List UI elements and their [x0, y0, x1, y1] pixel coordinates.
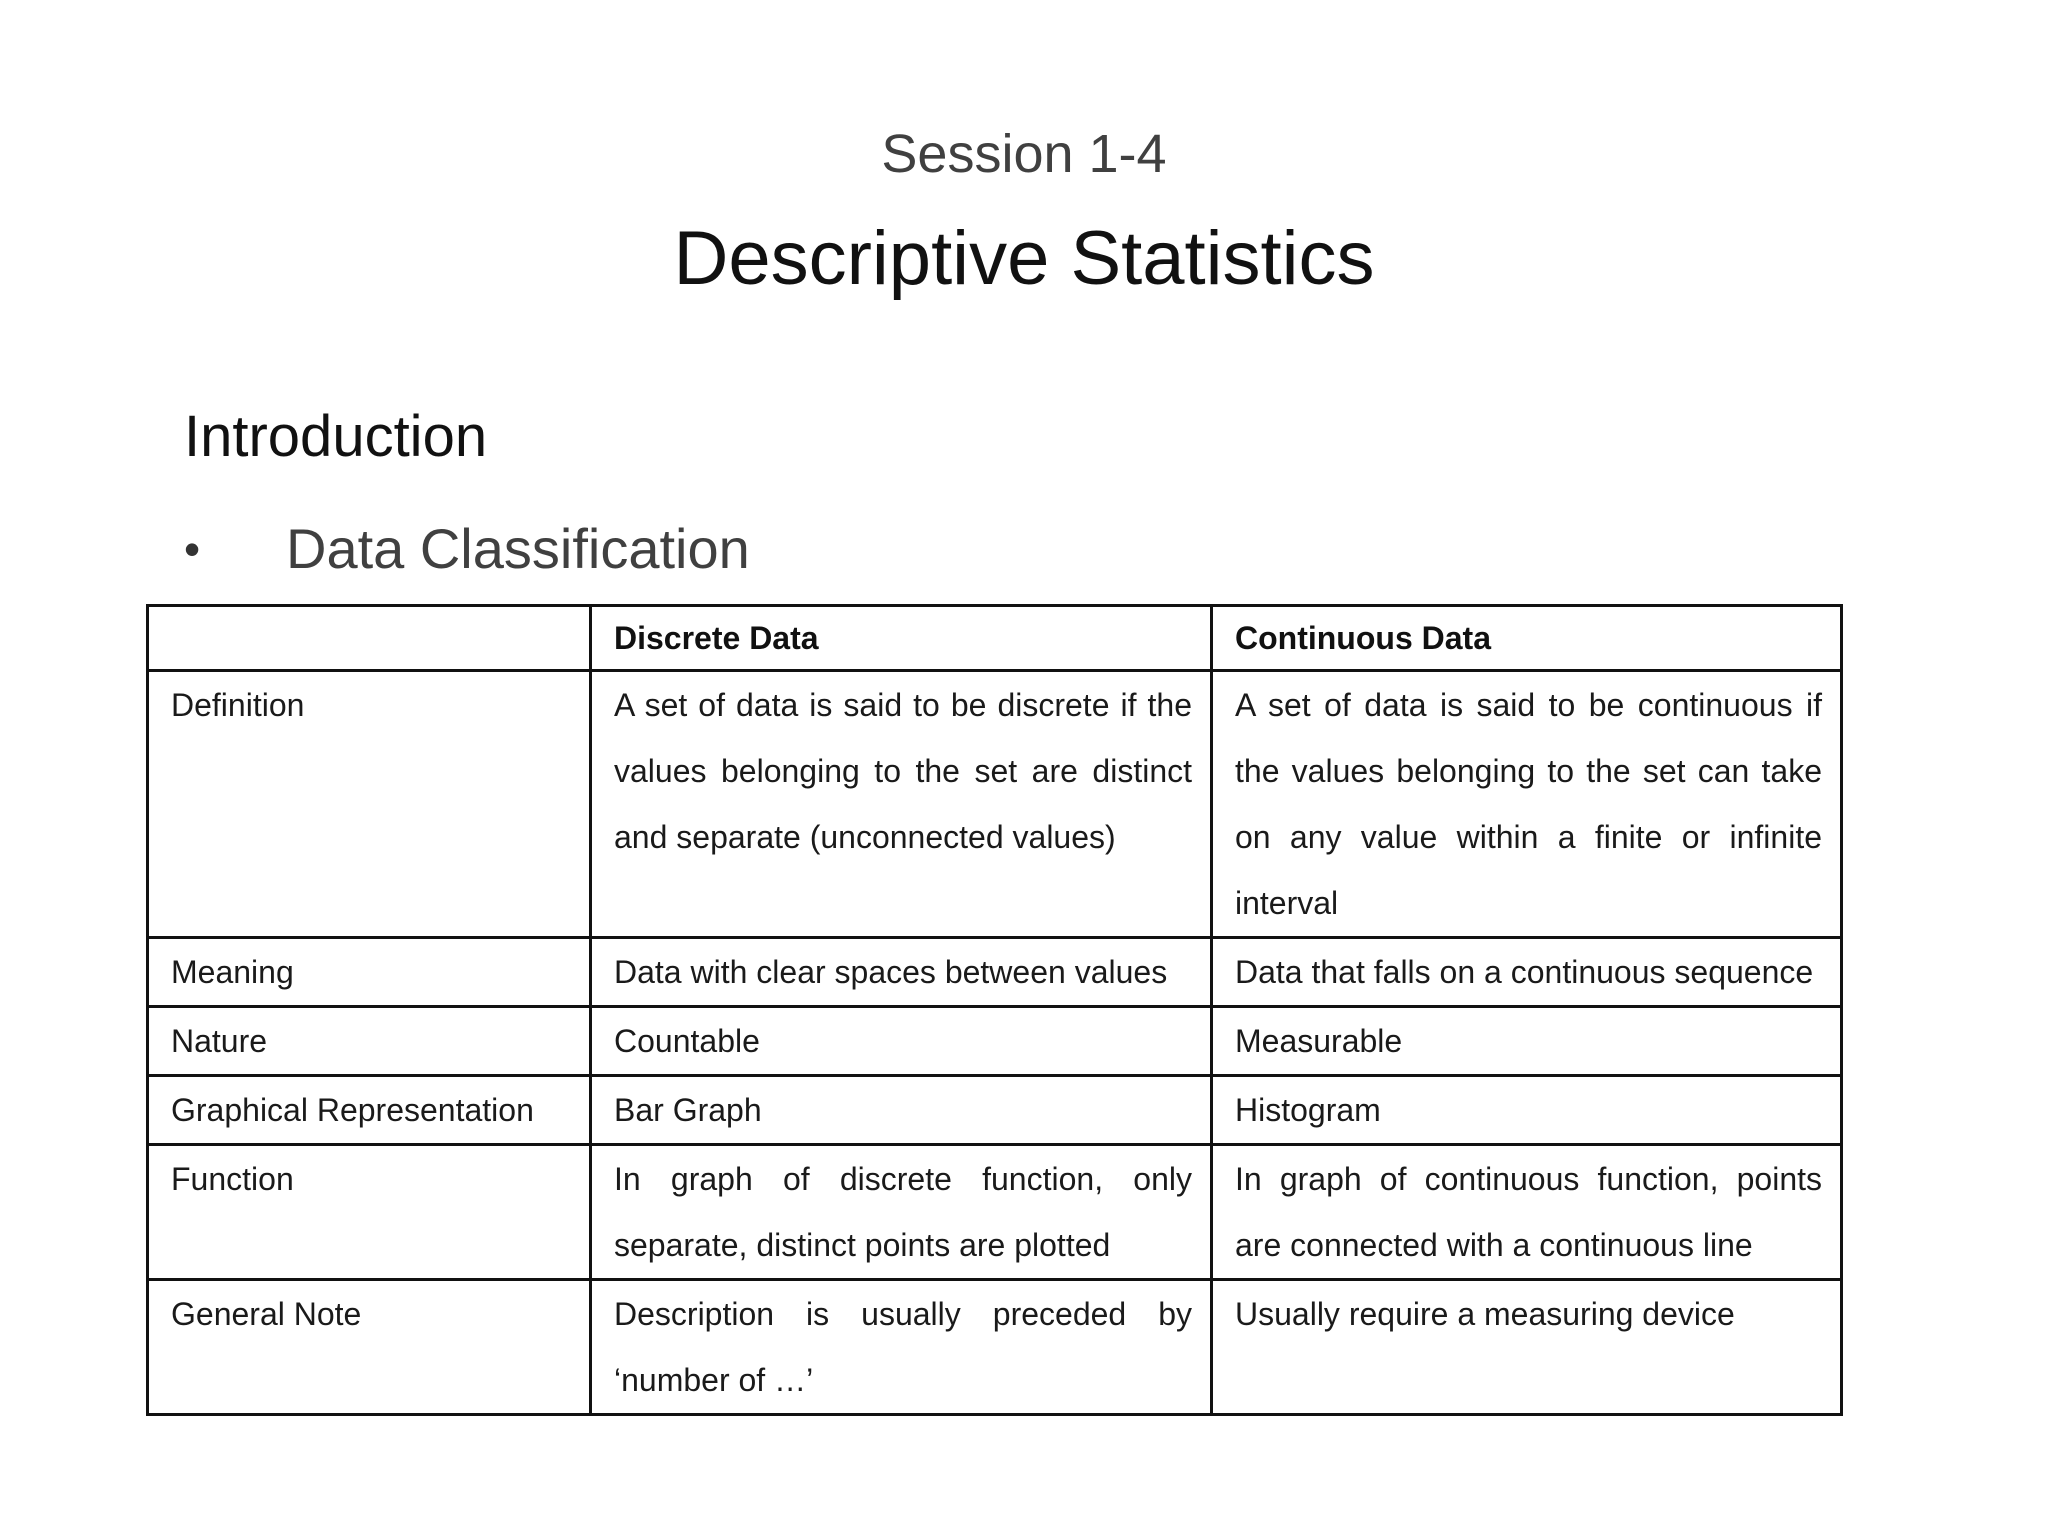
row-label: Function	[148, 1145, 591, 1280]
row-label: Definition	[148, 671, 591, 938]
table-row-function	[148, 1145, 1842, 1280]
row-label: Graphical Representation	[148, 1076, 591, 1145]
row-label: Nature	[148, 1007, 591, 1076]
table-header-row	[148, 606, 1842, 671]
discrete-cell: Countable	[591, 1007, 1212, 1076]
bullet-label: Data Classification	[286, 517, 750, 580]
continuous-cell: Data that falls on a continuous sequence	[1212, 938, 1842, 1007]
header-cell-empty	[148, 606, 591, 671]
table-row-graphical-representation	[148, 1076, 1842, 1145]
section-heading: Introduction	[184, 404, 488, 469]
continuous-cell: In graph of continuous function, points are connected with a continuous line	[1212, 1145, 1842, 1280]
continuous-cell: Usually require a measuring device	[1212, 1280, 1842, 1415]
page-title: Descriptive Statistics	[673, 216, 1375, 301]
continuous-cell: Histogram	[1212, 1076, 1842, 1145]
header-cell-continuous: Continuous Data	[1212, 606, 1842, 671]
session-label: Session 1-4	[881, 124, 1167, 184]
header-cell-discrete: Discrete Data	[591, 606, 1212, 671]
row-label: General Note	[148, 1280, 591, 1415]
table-row-definition	[148, 671, 1842, 938]
discrete-cell: Description is usually preceded by ‘number of …’	[591, 1280, 1212, 1415]
bullet-icon: •	[184, 523, 201, 575]
discrete-cell: Bar Graph	[591, 1076, 1212, 1145]
continuous-cell: A set of data is said to be continuous if the values belonging to the set can take on any value within a finite or infinite interval	[1212, 671, 1842, 938]
table-row-nature	[148, 1007, 1842, 1076]
data-classification-table	[146, 604, 1843, 1416]
continuous-cell: Measurable	[1212, 1007, 1842, 1076]
discrete-cell: A set of data is said to be discrete if the values belonging to the set are distinct and separate (unconnected values)	[591, 671, 1212, 938]
discrete-cell: In graph of discrete function, only separate, distinct points are plotted	[591, 1145, 1212, 1280]
discrete-cell: Data with clear spaces between values	[591, 938, 1212, 1007]
row-label: Meaning	[148, 938, 591, 1007]
table-row-meaning	[148, 938, 1842, 1007]
table-row-general-note	[148, 1280, 1842, 1415]
